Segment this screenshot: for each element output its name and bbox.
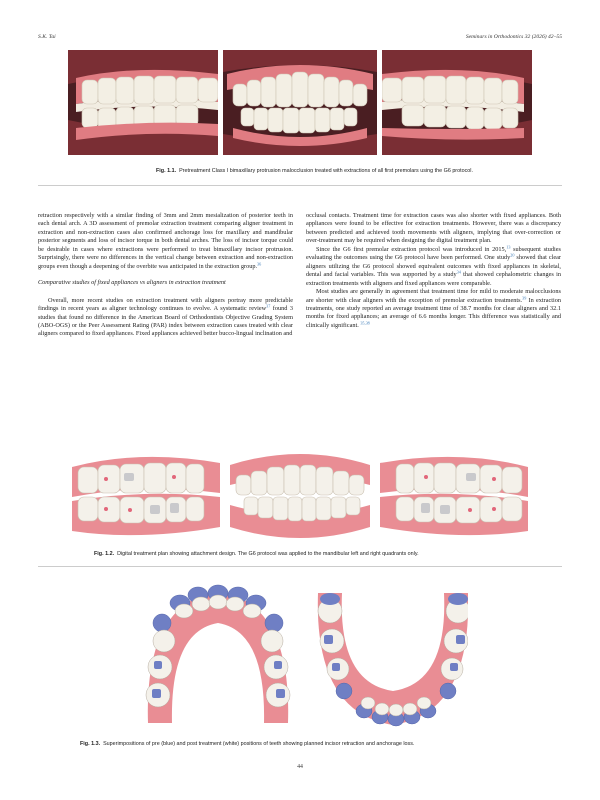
citation-link[interactable]: 37	[266, 303, 271, 309]
dental-model-right	[72, 457, 220, 535]
paragraph: Overall, more recent studies on extraction treatment with aligners portray more predictable findings in recent years as aligner technology continues to evolve. A systematic review$^{37}$ found 3 studies that found no difference in the American Board of Orthodontists Objective Grading System (ABO-OGS) or the Peer Assessment Rating (PAR) index between extraction cases treated with clear aligners compared to fixed appliances. Fixed appliances achieved better bucco-lingual inclination and	[38, 296, 293, 338]
intraoral-photo-left	[382, 50, 532, 155]
intraoral-photo-right	[68, 50, 218, 155]
paragraph: Most studies are generally in agreement that treatment time for mild to moderate malocclusions are shorter with clear aligners with the exception of premolar extraction treatments.$^{39}$ In extraction treatments, one study reported an average treatment time of 38.7 months for clear aligners and 32.1 months for fixed appliances; an average of 6.6 months longer. This difference was statistically and clinically significant. $^{35,38}$	[306, 288, 561, 329]
page-number: 44	[297, 764, 303, 770]
figure-1-2-label: Fig. 1.2.	[94, 551, 115, 557]
paragraph: retraction respectively with a similar finding of 3mm and 2mm mesialization of posterior teeth in each dental arch. A 3D assessment of premolar extraction treatment comparing aligner treatment in extraction and non-extraction cases also confirmed anchorage loss for maxillary and mandibular posterior segments and loss of incisor torque in both dental arches. The loss of incisor torque could be desirable in cases where extractions were performed to treat bimaxillary incisor protrusion. Surprisingly, there were no differences in the vertical change between extraction and non-extraction groups even though a deepening of the overbite was anticipated in the extraction group.$^{36}$	[38, 212, 293, 270]
figure-1-2-caption-text: Digital treatment plan showing attachment design. The G6 protocol was applied to the mandibular left and right quadrants only.	[117, 551, 419, 557]
figure-1-2-caption	[94, 551, 419, 557]
dental-model-frontal	[230, 454, 370, 538]
figure-1-3	[138, 583, 468, 733]
intraoral-photo-frontal	[223, 50, 377, 155]
citation-link[interactable]: 13	[506, 244, 511, 250]
citation-link[interactable]: 36	[257, 261, 262, 267]
caption-rule	[38, 185, 562, 186]
paragraph: Since the G6 first premolar extraction protocol was introduced in 2015,13 subsequent studies evaluating the outcomes using the G6 protocol have been performed. One study$^{20}$ showed that clear aligners utilizing the G6 protocol showed equivalent outcomes with fixed appliances in skeletal, dental and facial variables. This was supported by a study$^{34}$ that showed cephalometric changes in extraction treatments with aligners and fixed appliances were comparable.	[306, 244, 561, 287]
figure-1-1-label: Fig. 1.1.	[156, 168, 177, 174]
citation-link[interactable]: 39	[522, 295, 527, 301]
maxillary-arch-superimposition	[146, 585, 290, 723]
left-column	[38, 212, 293, 339]
figure-1-3-caption-text: Superimpositions of pre (blue) and post treatment (white) positions of teeth showing planned incisor retraction and anchorage loss.	[103, 741, 415, 747]
figure-1-1	[68, 50, 532, 155]
citation-link[interactable]: 35,38	[360, 320, 370, 326]
section-heading: Comparative studies of fixed appliances vs aligners in extraction treatment	[38, 279, 226, 287]
running-header	[38, 34, 562, 46]
header-journal: Seminars in Orthodontics 32 (2026) 42–55	[465, 34, 562, 40]
figure-1-3-label: Fig. 1.3.	[80, 741, 101, 747]
figure-1-1-caption	[156, 168, 473, 174]
digital-treatment-plan-image	[70, 445, 530, 545]
header-author: S.K. Tai	[38, 34, 56, 40]
figure-1-3-caption	[80, 741, 414, 747]
superimposition-image	[138, 583, 468, 733]
right-column	[306, 212, 561, 330]
dental-model-left	[380, 457, 528, 535]
mandibular-arch-superimposition	[318, 593, 468, 726]
figure-1-2	[70, 445, 530, 545]
citation-link[interactable]: 34	[456, 269, 461, 275]
paragraph: occlusal contacts. Treatment time for extraction cases was also shorter with fixed appliances. Both appliances were found to be effective for extraction treatments. However, there was a discrepancy between predicted and achieved tooth movements with aligners, implying that over-correction or over-treatment may be required when designing the digital treatment plan.	[306, 212, 561, 245]
citation-link[interactable]: 20	[510, 252, 515, 258]
caption-rule	[38, 566, 562, 567]
figure-1-1-caption-text: Pretreatment Class I bimaxillary protrusion malocclusion treated with extractions of all first premolars using the G6 protocol.	[179, 168, 473, 174]
